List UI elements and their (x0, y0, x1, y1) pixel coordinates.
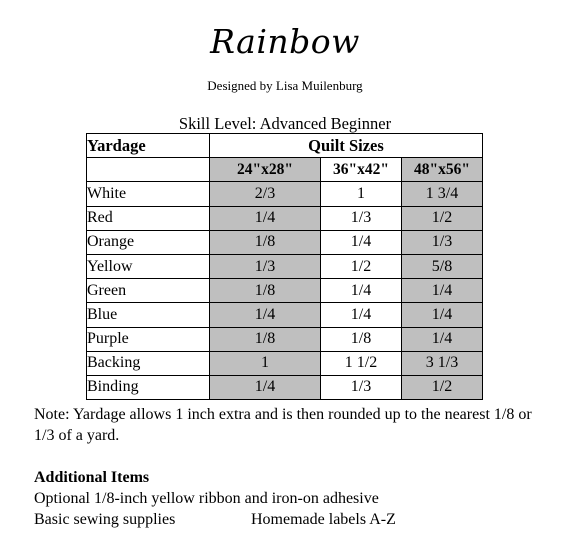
designer-credit: Designed by Lisa Muilenburg (207, 78, 363, 93)
yardage-cell: 1/4 (402, 303, 483, 327)
size-header: 24"x28" (210, 158, 321, 182)
skill-level: Skill Level: Advanced Beginner (178, 114, 392, 133)
yardage-cell: 1/4 (321, 279, 402, 303)
additional-items-heading: Additional Items (34, 469, 150, 486)
yardage-cell: 1/4 (402, 279, 483, 303)
yardage-cell: 1/2 (402, 375, 483, 399)
table-row (87, 327, 483, 351)
yardage-cell: 1/4 (210, 375, 321, 399)
row-label: Binding (87, 375, 210, 399)
row-label: Red (87, 206, 210, 230)
yardage-cell: 3 1/3 (402, 351, 483, 375)
row-label: Purple (87, 327, 210, 351)
quilt-sizes-header: Quilt Sizes (210, 134, 483, 158)
row-label: Backing (87, 351, 210, 375)
yardage-note: Note: Yardage allows 1 inch extra and is then rounded up to the nearest 1/8 or 1/3 of a yard. (34, 406, 532, 444)
yardage-header: Yardage (87, 134, 210, 158)
yardage-cell: 2/3 (210, 182, 321, 206)
yardage-cell: 1/2 (402, 206, 483, 230)
yardage-cell: 1/3 (210, 254, 321, 278)
yardage-cell: 1/4 (210, 303, 321, 327)
yardage-cell: 1 3/4 (402, 182, 483, 206)
yardage-cell: 1/4 (321, 303, 402, 327)
yardage-cell: 1/4 (321, 230, 402, 254)
sizes-row (87, 158, 483, 182)
empty-cell (87, 158, 210, 182)
yardage-cell: 1 (321, 182, 402, 206)
table-header-row (87, 134, 483, 158)
table-row (87, 230, 483, 254)
yardage-cell: 1/3 (321, 206, 402, 230)
size-header: 36"x42" (321, 158, 402, 182)
yardage-cell: 1/3 (321, 375, 402, 399)
row-label: Yellow (87, 254, 210, 278)
additional-item: Basic sewing supplies (34, 511, 176, 528)
yardage-cell: 1/2 (321, 254, 402, 278)
yardage-table (86, 133, 483, 400)
table-row (87, 206, 483, 230)
row-label: Orange (87, 230, 210, 254)
table-row (87, 279, 483, 303)
additional-item: Optional 1/8-inch yellow ribbon and iron-on adhesive (34, 490, 379, 507)
yardage-cell: 1/8 (210, 327, 321, 351)
table-row (87, 351, 483, 375)
size-header: 48"x56" (402, 158, 483, 182)
table-row (87, 254, 483, 278)
yardage-cell: 1/4 (402, 327, 483, 351)
additional-item: Homemade labels A-Z (251, 511, 396, 528)
table-row (87, 303, 483, 327)
yardage-cell: 1/8 (210, 279, 321, 303)
row-label: Green (87, 279, 210, 303)
row-label: White (87, 182, 210, 206)
row-label: Blue (87, 303, 210, 327)
yardage-cell: 1/8 (321, 327, 402, 351)
pattern-title: Rainbow (210, 22, 360, 61)
table-row (87, 375, 483, 399)
yardage-cell: 5/8 (402, 254, 483, 278)
yardage-cell: 1 (210, 351, 321, 375)
yardage-cell: 1/8 (210, 230, 321, 254)
yardage-cell: 1/3 (402, 230, 483, 254)
table-row (87, 182, 483, 206)
yardage-cell: 1/4 (210, 206, 321, 230)
yardage-cell: 1 1/2 (321, 351, 402, 375)
